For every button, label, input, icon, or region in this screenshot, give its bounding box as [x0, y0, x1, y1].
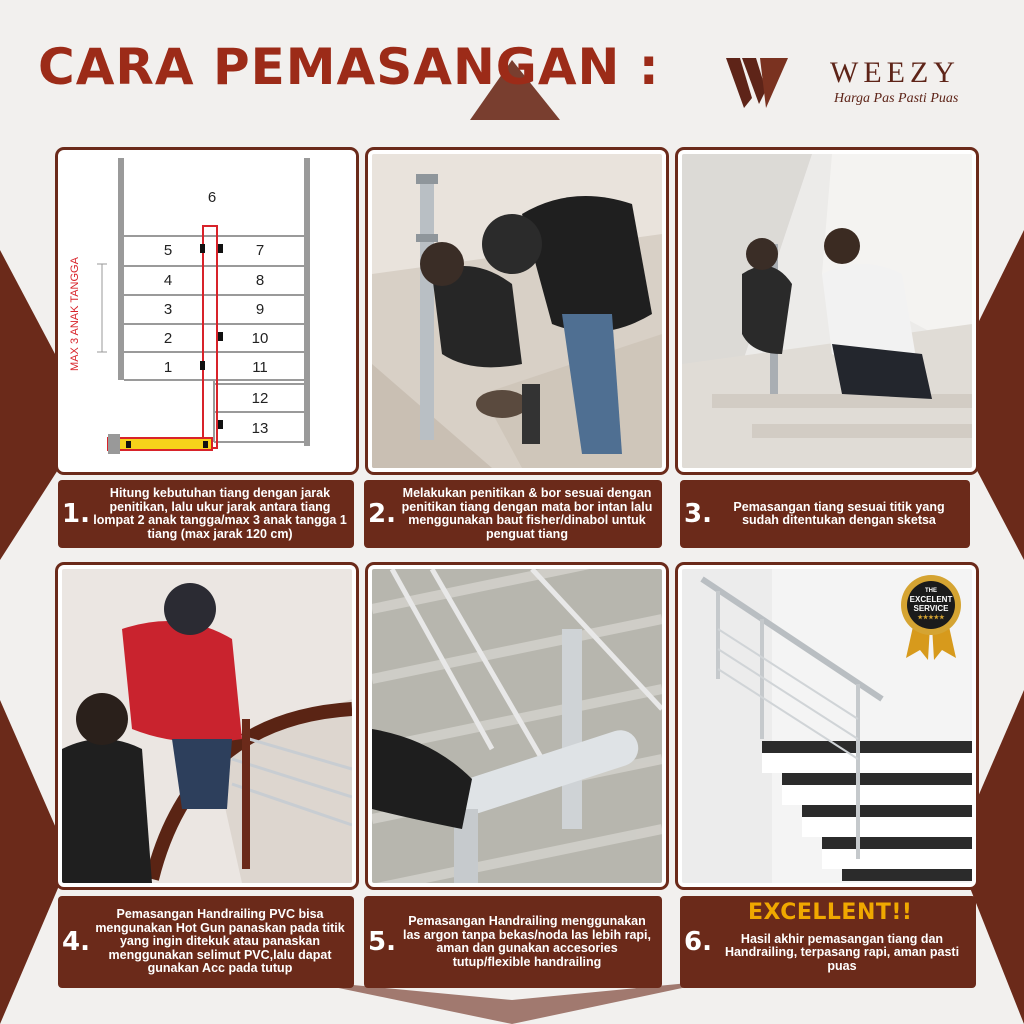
- diagram-vertical-label: MAX 3 ANAK TANGGA: [69, 257, 81, 371]
- brand-tagline: Harga Pas Pasti Puas: [834, 91, 959, 106]
- excellent-label: EXCELLENT!!: [748, 900, 913, 925]
- step-1-text: Hitung kebutuhan tiang dengan jarak penitikan, lalu ukur jarak antara tiang lompat 2 anak tangga/max 3 anak tangga 1 tiang (max jarak 120 cm): [93, 486, 347, 541]
- header: [0, 0, 1024, 130]
- step-5-number: 5.: [368, 927, 396, 957]
- step-2-text: Melakukan penitikan & bor sesuai dengan penitikan tiang dengan mata bor intan lalu menggunakan baut fisher/dinabol untuk penguat tiang: [401, 486, 653, 541]
- step-num: 11: [252, 359, 268, 376]
- step-num: 5: [163, 242, 173, 259]
- step-num: 9: [255, 301, 265, 318]
- badge-line-1: EXCELENT: [909, 595, 953, 604]
- weezy-logo-icon: [726, 54, 788, 108]
- step-3-text: Pemasangan tiang sesuai titik yang sudah ditentukan dengan sketsa: [733, 499, 945, 527]
- page-title: CARA PEMASANGAN :: [38, 38, 660, 96]
- badge-line-2: SERVICE: [913, 604, 949, 613]
- brand-name: WEEZY: [830, 56, 960, 89]
- step-5-text: Pemasangan Handrailing menggunakan las argon tanpa bekas/noda las lebih rapi, aman dan gunakan accesories tutup/flexible handrailing: [403, 914, 651, 969]
- step-2-number: 2.: [368, 499, 396, 529]
- step-2-caption: [364, 480, 662, 548]
- step-4-photo: [58, 565, 356, 887]
- step-2-photo: [368, 150, 666, 472]
- step-4-text: Pemasangan Handrailing PVC bisa mengunakan Hot Gun panaskan pada titik yang ingin ditekuk atau panaskan menggunakan selimut PVC,lalu dapat gunakan Acc pada tutup: [95, 907, 345, 976]
- step-3-photo: [678, 150, 976, 472]
- excellent-service-badge: [900, 574, 962, 660]
- step-num: 13: [251, 420, 269, 437]
- step-num: 3: [163, 301, 173, 318]
- step-3-caption: [680, 480, 970, 548]
- badge-stars: ★★★★★: [917, 615, 945, 621]
- step-num: 12: [251, 390, 269, 407]
- step-num: 2: [163, 330, 173, 347]
- step-5-photo: [368, 565, 666, 887]
- step-4-number: 4.: [62, 927, 90, 957]
- step-3-number: 3.: [684, 499, 712, 529]
- step-6-number: 6.: [684, 927, 712, 957]
- step-5-caption: [364, 896, 662, 988]
- step-num: 1: [163, 359, 173, 376]
- step-num: 8: [255, 272, 265, 289]
- step-4-caption: [58, 896, 354, 988]
- step-6-text: Hasil akhir pemasangan tiang dan Handrailing, terpasang rapi, aman pasti puas: [724, 931, 960, 973]
- step-num: 4: [163, 272, 173, 289]
- badge-top-text: THE: [925, 588, 937, 594]
- step-num: 10: [251, 330, 269, 347]
- step-1-caption: [58, 480, 354, 548]
- step-num: 7: [255, 242, 265, 259]
- step-num: 6: [207, 189, 217, 206]
- step-1-diagram: [58, 150, 356, 472]
- step-1-number: 1.: [62, 499, 90, 529]
